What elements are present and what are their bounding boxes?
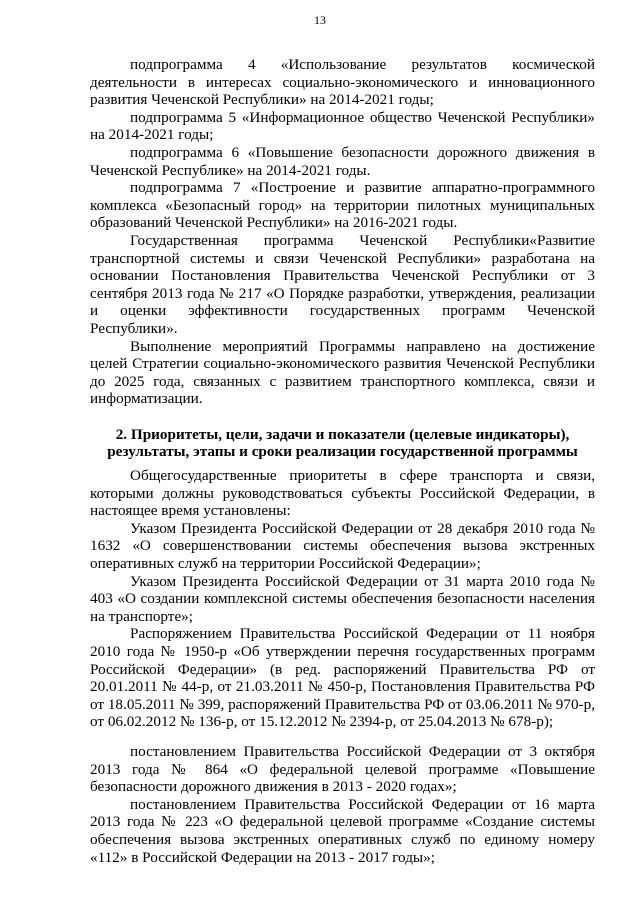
order-1950-paragraph: Распоряжением Правительства Российской Федерации от 11 ноября 2010 года № 1950-р «Об утверждении перечня государственных программ Российской Федерации» (в ред. распоряжений Правительства РФ от 20.01.2011 № 44-р, от 21.03.2011 № 450-р, Постановления Правительства РФ от 18.05.2011 № 399, распоряжений Правительства РФ от 03.06.2011 № 970-р, от 06.02.2012 № 136-р, от 15.12.2012 № 2394-р, от 25.04.2013 № 678-р); xyxy=(90,625,595,731)
priorities-intro-paragraph: Общегосударственные приоритеты в сфере транспорта и связи, которыми должны руководствоваться субъекты Российской Федерации, в настоящее время установлены: xyxy=(90,467,595,520)
program-goals-paragraph: Выполнение мероприятий Программы направлено на достижение целей Стратегии социально-экономического развития Чеченской Республики до 2025 года, связанных с развитием транспортного комплекса, связи и информатизации. xyxy=(90,337,595,408)
document-body xyxy=(90,56,595,866)
section-2-heading: 2. Приоритеты, цели, задачи и показатели (целевые индикаторы), результаты, этапы и сроки реализации государственной программы xyxy=(107,425,578,461)
resolution-864-paragraph: постановлением Правительства Российской Федерации от 3 октября 2013 года № 864 «О федеральной целевой программе «Повышение безопасности дорожного движения в 2013 - 2020 годах»; xyxy=(90,742,595,796)
program-basis-paragraph: Государственная программа Чеченской Республики«Развитие транспортной системы и связи Чеченской Республики» разработана на основании Постановления Правительства Чеченской Республики от 3 сентября 2013 года № 217 «О Порядке разработки, утверждения, реализации и оценки эффективности государственных программ Чеченской Республики». xyxy=(90,231,595,337)
resolution-223-paragraph: постановлением Правительства Российской Федерации от 16 марта 2013 года № 223 «О федеральной целевой программе «Создание системы обеспечения вызова экстренных оперативных служб по единому номеру «112» в Российской Федерации на 2013 - 2017 годы»; xyxy=(90,795,595,866)
subprogram-6-paragraph: подпрограмма 6 «Повышение безопасности дорожного движения в Чеченской Республике» на 2014-2021 годы. xyxy=(90,143,595,179)
decree-403-paragraph: Указом Президента Российской Федерации от 31 марта 2010 года № 403 «О создании комплексной системы обеспечения безопасности населения на транспорте»; xyxy=(90,572,595,625)
decree-1632-paragraph: Указом Президента Российской Федерации от 28 декабря 2010 года № 1632 «О совершенствовании системы обеспечения вызова экстренных оперативных служб на территории Российской Федерации»; xyxy=(90,519,595,573)
page-number: 13 xyxy=(314,13,326,27)
subprogram-4-paragraph: подпрограмма 4 «Использование результатов космической деятельности в интересах социально-экономического и инновационного развития Чеченской Республики» на 2014-2021 годы; xyxy=(90,56,595,109)
subprogram-5-paragraph: подпрограмма 5 «Информационное общество Чеченской Республики» на 2014-2021 годы; xyxy=(90,108,595,144)
subprogram-7-paragraph: подпрограмма 7 «Построение и развитие аппаратно-программного комплекса «Безопасный город» на территории пилотных муниципальных образований Чеченской Республики» на 2016-2021 годы. xyxy=(90,179,595,232)
